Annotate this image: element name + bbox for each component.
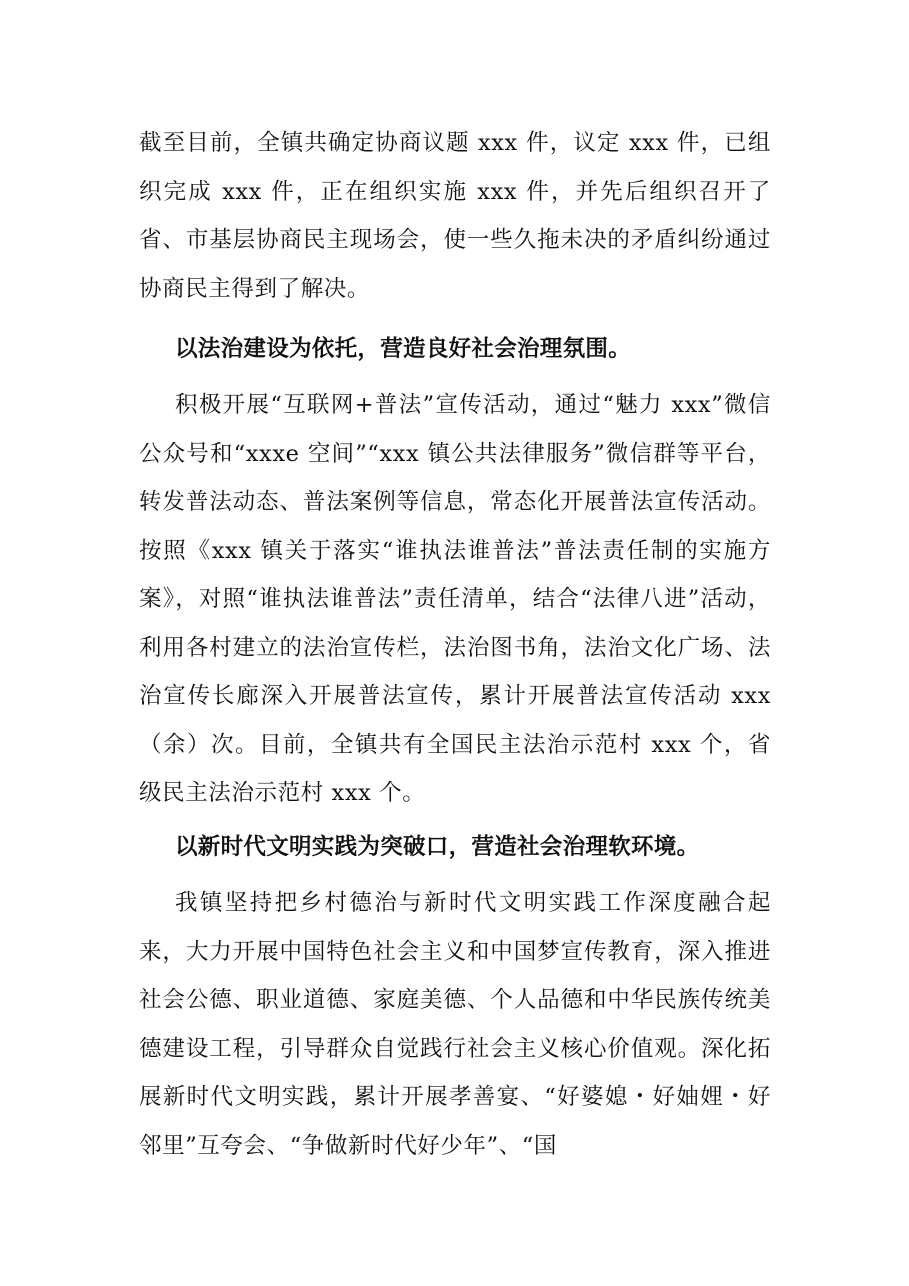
paragraph-consultation-results: 截至目前，全镇共确定协商议题 xxx 件，议定 xxx 件，已组织完成 xxx 件，正在组织实施 xxx 件，并先后组织召开了省、市基层协商民主现场会，使一些久拖未决的矛盾纠纷通过协商民主得到了解决。 [139, 130, 771, 302]
paragraph-legal-publicity: 积极开展“互联网+普法”宣传活动，通过“魅力 xxx”微信公众号和“xxxe 空间”“xxx 镇公共法律服务”微信群等平台，转发普法动态、普法案例等信息，常态化开展普法宣传活动。按照《xxx 镇关于落实“谁执法谁普法”普法责任制的实施方案》，对照“谁执法谁普法”责任清单，结合“法律八进”活动，利用各村建立的法治宣传栏，法治图书角，法治文化广场、法治宣传长廊深入开展普法宣传，累计开展普法宣传活动 xxx（余）次。目前，全镇共有全国民主法治示范村 xxx 个，省级民主法治示范村 xxx 个。 [139, 392, 771, 806]
paragraph-civilization-practice: 我镇坚持把乡村德治与新时代文明实践工作深度融合起来，大力开展中国特色社会主义和中国梦宣传教育，深入推进社会公德、职业道德、家庭美德、个人品德和中华民族传统美德建设工程，引导群众自觉践行社会主义核心价值观。深化拓展新时代文明实践，累计开展孝善宴、“好婆媳・好妯娌・好邻里”互夸会、“争做新时代好少年”、“国 [139, 890, 771, 1159]
section-heading-rule-of-law: 以法治建设为依托，营造良好社会治理氛围。 [175, 336, 632, 362]
section-heading-civilization-practice: 以新时代文明实践为突破口，营造社会治理软环境。 [175, 834, 700, 860]
